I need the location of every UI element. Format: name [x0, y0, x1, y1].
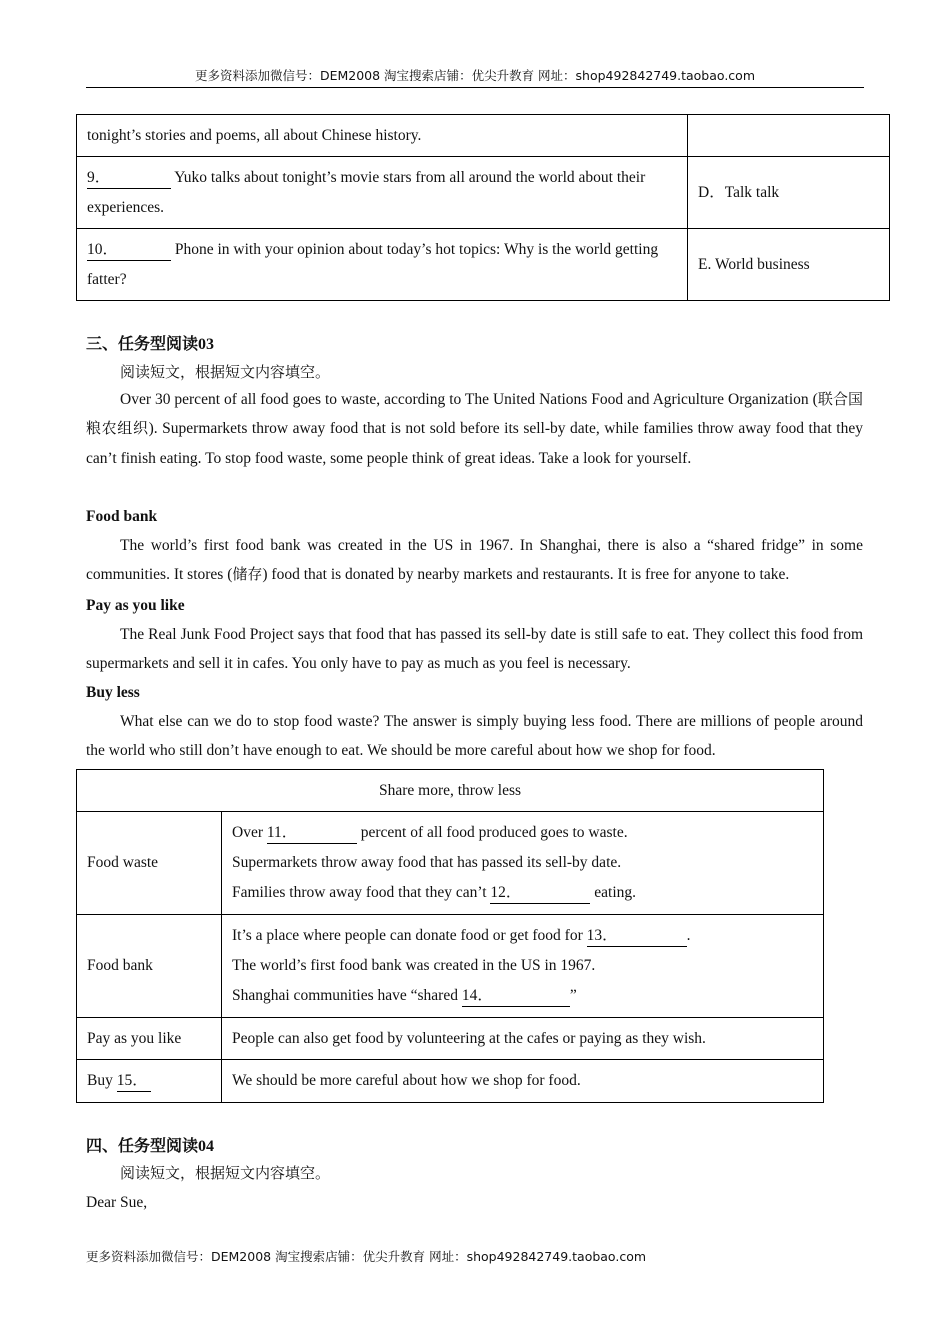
program-description: 9． Yuko talks about tonight’s movie stars from all around the world about their experiences. [77, 157, 688, 229]
page-footer: 更多资料添加微信号：DEM2008 淘宝搜索店铺：优尖升教育 网址：shop492842749.taobao.com [86, 1249, 647, 1264]
instruction: 阅读短文，根据短文内容填空。 [120, 363, 331, 381]
answer-blank-14[interactable]: 14． [462, 986, 570, 1007]
answer-blank-13[interactable]: 13． [587, 926, 687, 947]
table-row [77, 229, 890, 301]
page-header: 更多资料添加微信号：DEM2008 淘宝搜索店铺：优尖升教育 网址：shop492842749.taobao.com [86, 66, 864, 88]
answer-blank-11[interactable]: 11． [267, 823, 357, 844]
row-key: Food waste [77, 812, 222, 915]
program-option: D．Talk talk [688, 157, 890, 229]
table-row [77, 915, 824, 1018]
program-description: tonight’s stories and poems, all about Chinese history. [77, 115, 688, 157]
table-row [77, 770, 824, 812]
table-row [77, 157, 890, 229]
letter-greeting: Dear Sue, [86, 1194, 148, 1211]
table-row [77, 1060, 824, 1103]
row-key: Buy 15． [77, 1060, 222, 1103]
summary-table [76, 769, 824, 1103]
answer-blank-9[interactable]: 9． [87, 168, 171, 189]
program-option: E. World business [688, 229, 890, 301]
section-title: 四、任务型阅读04 [86, 1138, 215, 1155]
instruction: 阅读短文，根据短文内容填空。 [120, 1164, 331, 1182]
row-content: People can also get food by volunteering at the cafes or paying as they wish. [222, 1018, 824, 1060]
passage-heading: Pay as you like [86, 597, 185, 614]
passage-heading: Buy less [86, 684, 140, 701]
passage-heading: Food bank [86, 508, 158, 525]
row-content: Over 11． percent of all food produced goes to waste. Supermarkets throw away food that has passed its sell-by date. Families throw away food that they can’t 12． eating. [222, 812, 824, 915]
table-title: Share more, throw less [77, 770, 824, 812]
table-row [77, 1018, 824, 1060]
row-content: We should be more careful about how we shop for food. [222, 1060, 824, 1103]
passage-paragraph: The world’s first food bank was created in the US in 1967. In Shanghai, there is also a “shared fridge” in some communities. It stores (储存) food that is donated by nearby markets and restaurants. It is free for anyone to take. [86, 537, 863, 584]
matching-table [76, 114, 890, 301]
row-key: Food bank [77, 915, 222, 1018]
section-title: 三、任务型阅读03 [86, 336, 215, 353]
row-key: Pay as you like [77, 1018, 222, 1060]
passage-paragraph: What else can we do to stop food waste? The answer is simply buying less food. There are millions of people around the world who still don’t have enough to eat. We should be more careful about how we shop for food. [86, 713, 863, 760]
program-description: 10． Phone in with your opinion about today’s hot topics: Why is the world getting fatter? [77, 229, 688, 301]
table-row [77, 115, 890, 157]
program-option [688, 115, 890, 157]
passage-paragraph: The Real Junk Food Project says that food that has passed its sell-by date is still safe to eat. They collect this food from supermarkets and sell it in cafes. You only have to pay as much as you feel is necessary. [86, 626, 863, 673]
answer-blank-12[interactable]: 12． [490, 883, 590, 904]
table-row [77, 812, 824, 915]
answer-blank-15[interactable]: 15． [117, 1071, 151, 1092]
answer-blank-10[interactable]: 10． [87, 240, 171, 261]
passage-paragraph: Over 30 percent of all food goes to waste, according to The United Nations Food and Agriculture Organization (联合国粮农组织). Supermarkets throw away food that is not sold before its sell-by date, while families throw away food that they can’t finish eating. To stop food waste, some people think of great ideas. Take a look for yourself. [86, 390, 863, 467]
row-content: It’s a place where people can donate food or get food for 13． . The world’s first food bank was created in the US in 1967. Shanghai communities have “shared 14． ” [222, 915, 824, 1018]
